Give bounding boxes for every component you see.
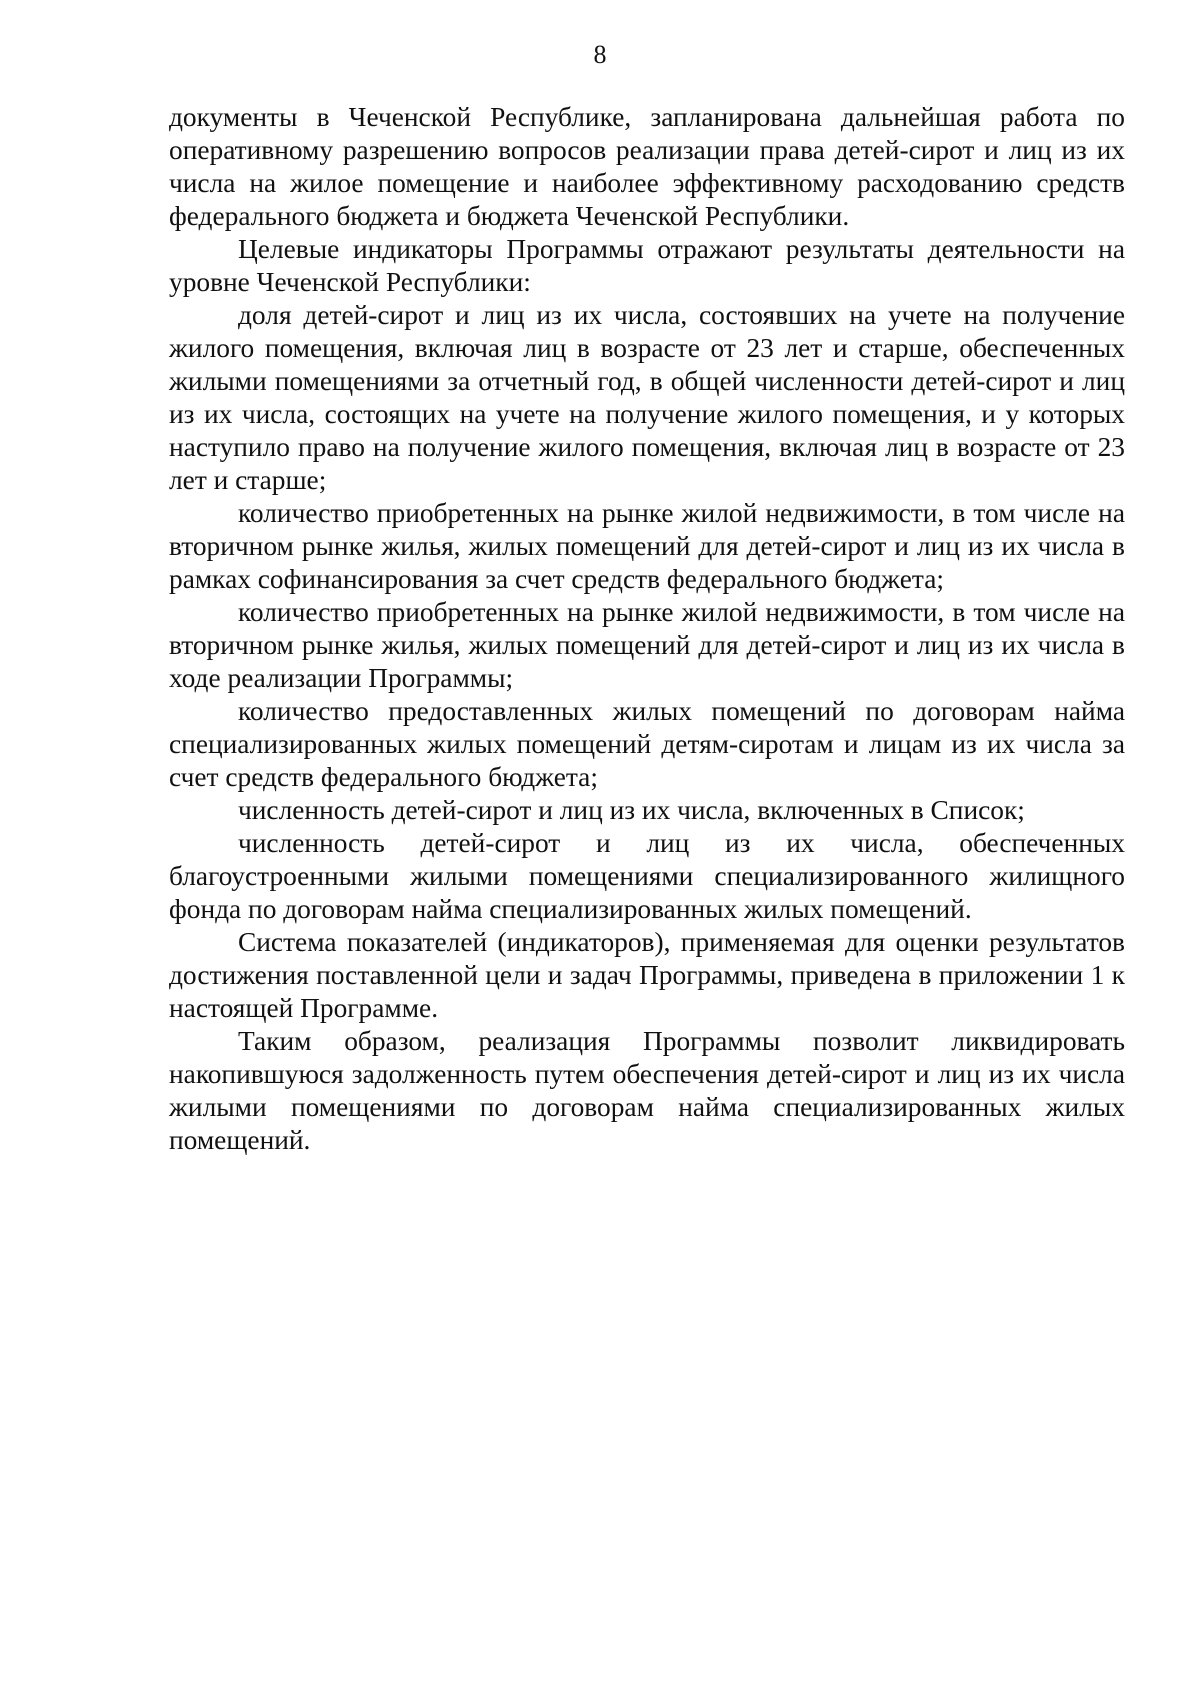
paragraph-indicator-system: Система показателей (индикаторов), применяемая для оценки результатов достижения поставленной цели и задач Программы, приведена в приложении 1 к настоящей Программе. <box>169 927 1125 1023</box>
paragraph-indicator-share-provided: доля детей-сирот и лиц из их числа, состоявших на учете на получение жилого помещения, включая лиц в возрасте от 23 лет и старше, обеспеченных жилыми помещениями за отчетный год, в общей численности детей-сирот и лиц из их числа, состоящих на учете на получение жилого помещения, и у которых наступило право на получение жилого помещения, включая лиц в возрасте от 23 лет и старше; <box>169 300 1125 495</box>
body-text <box>169 101 1125 1157</box>
paragraph-conclusion: Таким образом, реализация Программы позволит ликвидировать накопившуюся задолженность путем обеспечения детей-сирот и лиц из их числа жилыми помещениями по договорам найма специализированных жилых помещений. <box>169 1026 1125 1155</box>
paragraph-target-indicators: Целевые индикаторы Программы отражают результаты деятельности на уровне Чеченской Республики: <box>169 234 1125 297</box>
paragraph-indicator-provided-federal: количество предоставленных жилых помещений по договорам найма специализированных жилых помещений детям-сиротам и лицам из их числа за счет средств федерального бюджета; <box>169 696 1125 792</box>
paragraph-indicator-in-list: численность детей-сирот и лиц из их числа, включенных в Список; <box>238 795 1025 825</box>
page-number: 8 <box>593 40 607 69</box>
paragraph-indicator-purchased-cofinancing: количество приобретенных на рынке жилой недвижимости, в том числе на вторичном рынке жилья, жилых помещений для детей-сирот и лиц из их числа в рамках софинансирования за счет средств федерального бюджета; <box>169 498 1125 594</box>
paragraph-intro-continuation: документы в Чеченской Республике, запланирована дальнейшая работа по оперативному разрешению вопросов реализации права детей-сирот и лиц из их числа на жилое помещение и наиболее эффективному расходованию средств федерального бюджета и бюджета Чеченской Республики. <box>169 102 1125 231</box>
paragraph-indicator-purchased-program: количество приобретенных на рынке жилой недвижимости, в том числе на вторичном рынке жилья, жилых помещений для детей-сирот и лиц из их числа в ходе реализации Программы; <box>169 597 1125 693</box>
paragraph-indicator-housed: численность детей-сирот и лиц из их числа, обеспеченных благоустроенными жилыми помещениями специализированного жилищного фонда по договорам найма специализированных жилых помещений. <box>169 828 1125 924</box>
